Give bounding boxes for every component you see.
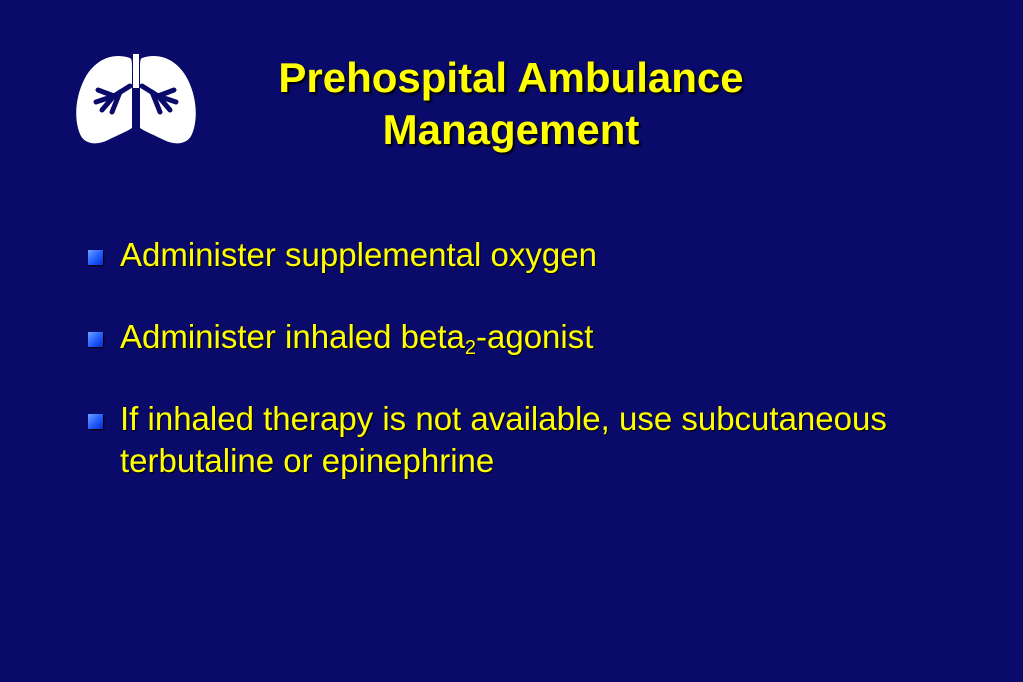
bullet-text: If inhaled therapy is not available, use subcutaneous terbutaline or epinephrine — [120, 400, 887, 479]
bullet-list — [86, 234, 986, 482]
title-line-1: Prehospital Ambulance — [278, 54, 744, 101]
lungs-icon — [72, 50, 200, 148]
bullet-text — [120, 318, 594, 359]
slide-title — [200, 52, 822, 156]
bullet-text-part: Administer inhaled beta — [120, 318, 465, 355]
bullet-item — [86, 316, 986, 358]
subscript: 2 — [464, 337, 476, 359]
square-bullet-icon — [88, 414, 103, 429]
bullet-text: Administer supplemental oxygen — [120, 236, 597, 273]
bullet-item — [86, 234, 986, 276]
square-bullet-icon — [88, 250, 103, 265]
bullet-text-part: -agonist — [476, 318, 594, 355]
bullet-item — [86, 398, 986, 482]
title-line-2: Management — [382, 106, 640, 153]
square-bullet-icon — [88, 332, 103, 347]
